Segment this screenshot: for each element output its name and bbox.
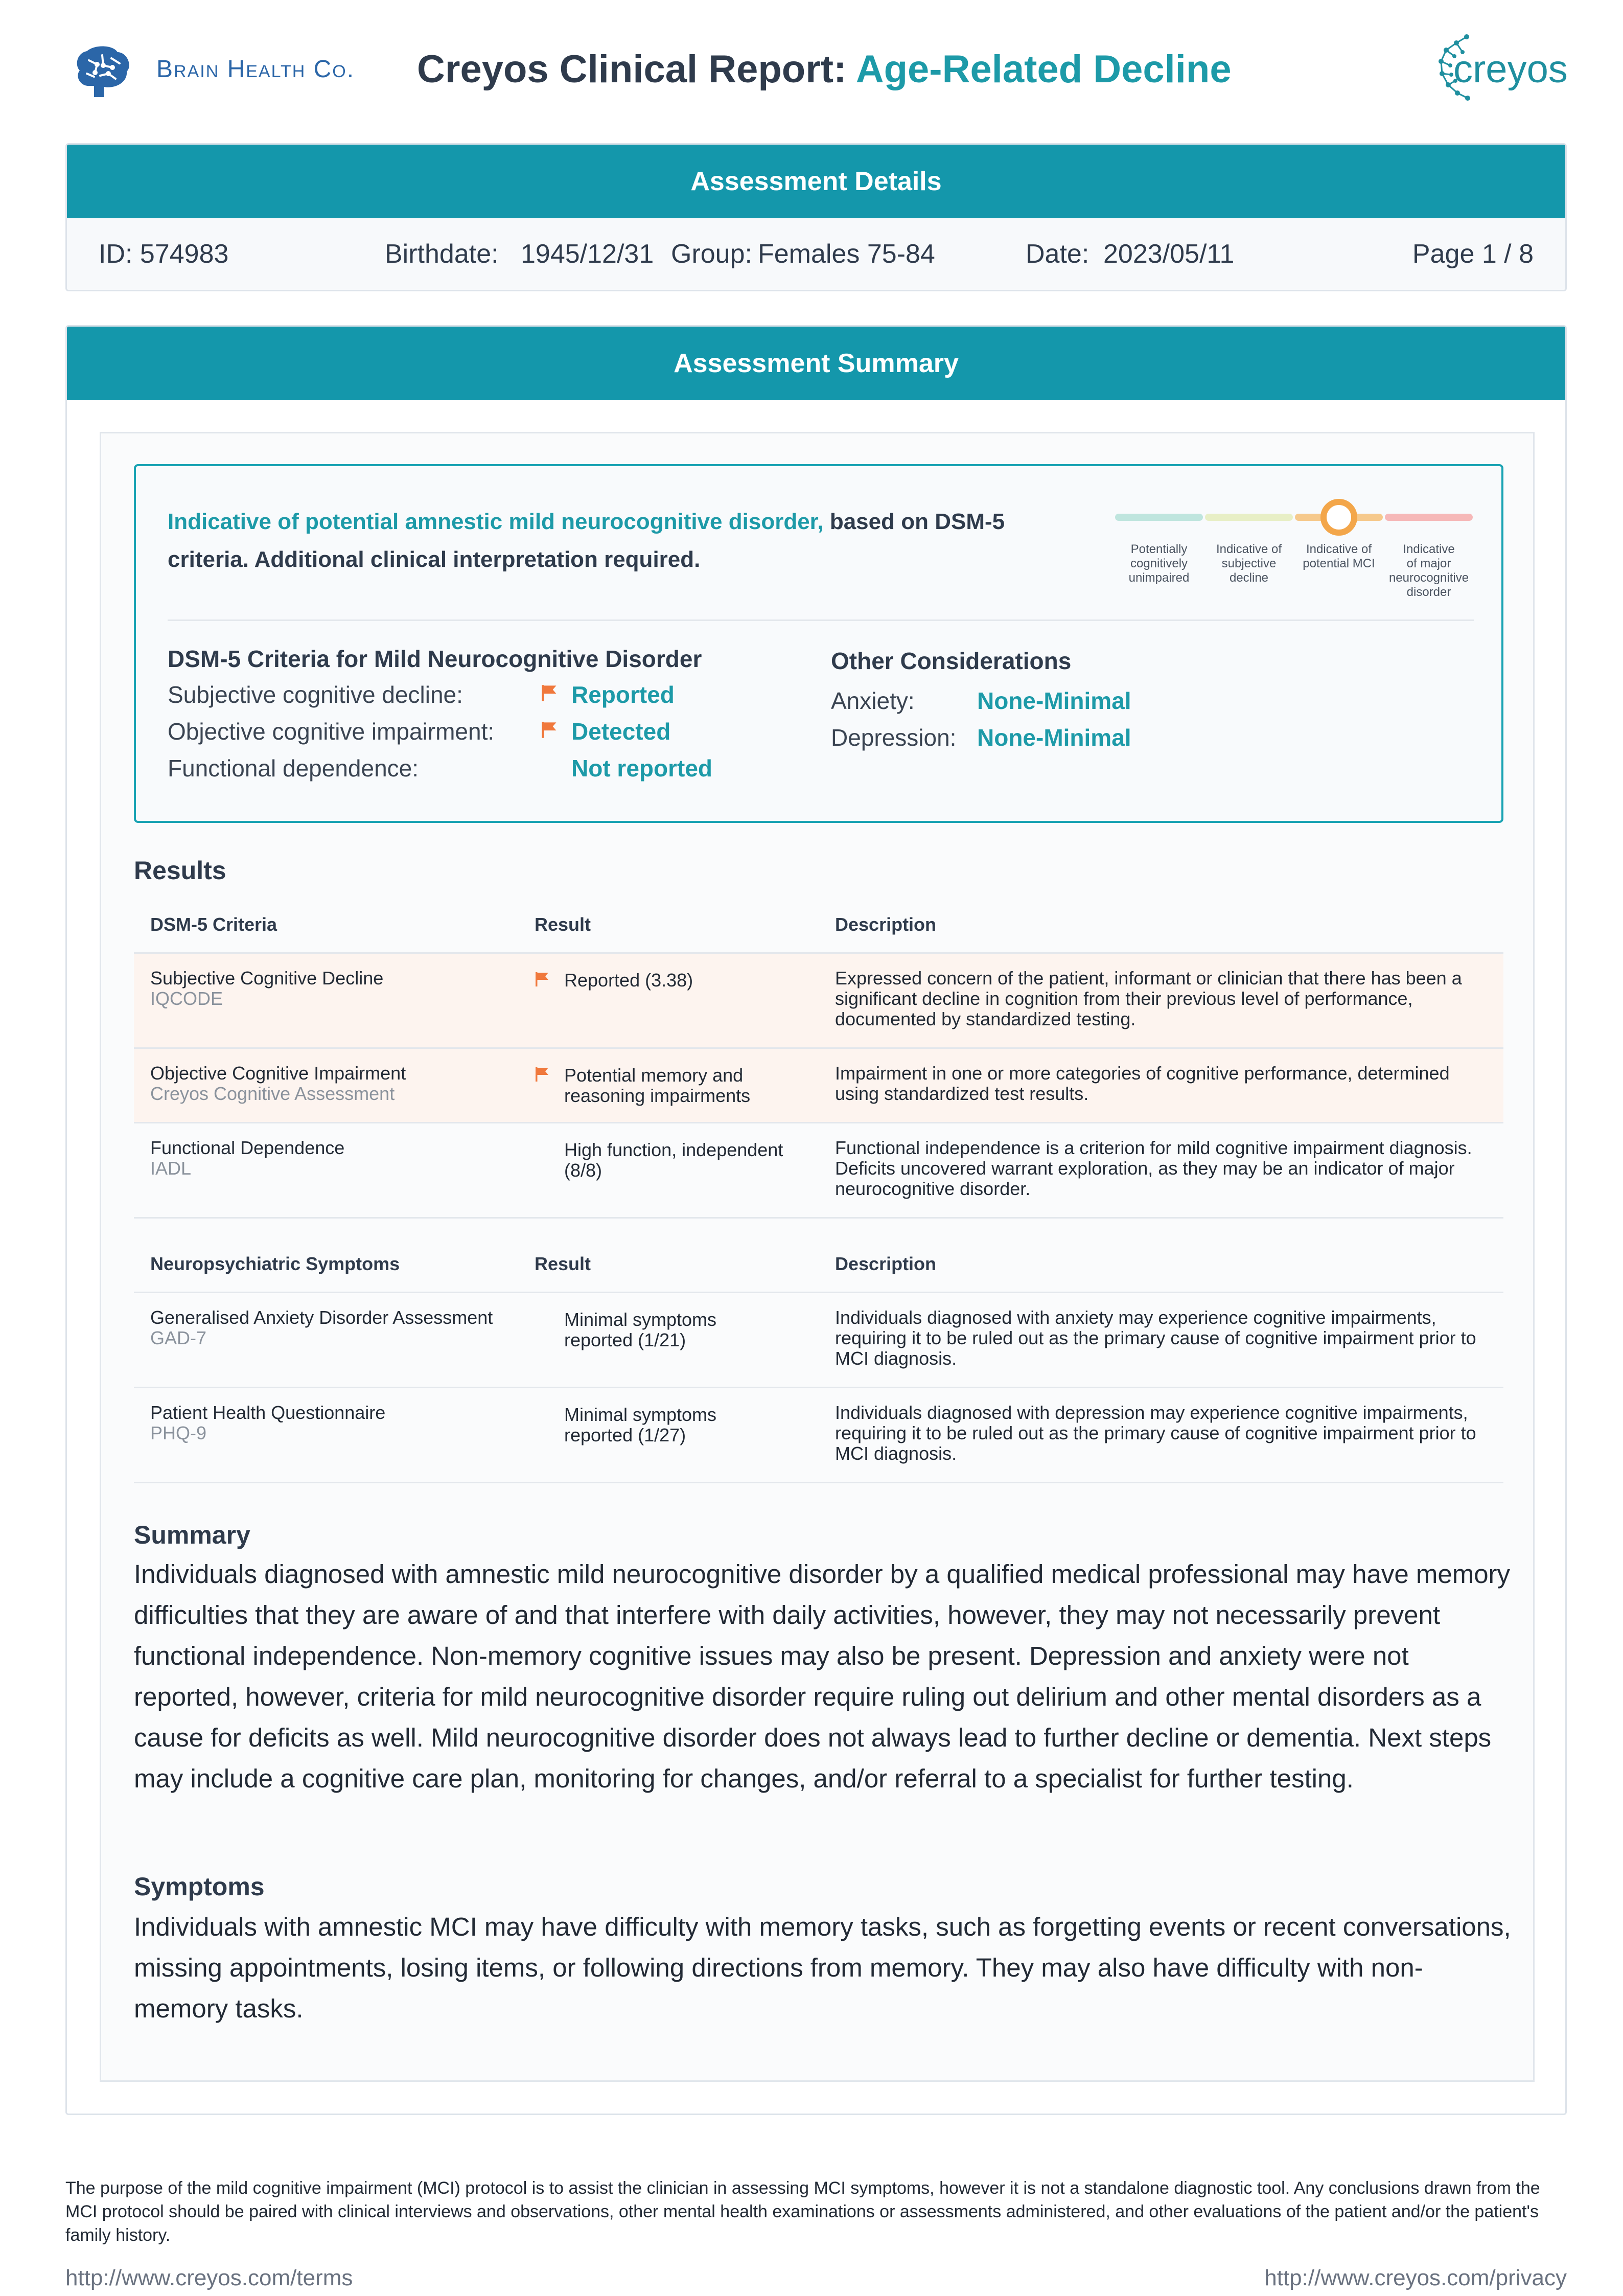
group-label: Group: xyxy=(671,239,752,269)
date-value: 2023/05/11 xyxy=(1103,239,1235,269)
row-result: Potential memory and reasoning impairments xyxy=(564,1065,751,1106)
patient-id: ID: 574983 xyxy=(99,239,229,269)
scale-segment xyxy=(1385,514,1473,521)
row-name-cell xyxy=(150,968,498,1009)
np-col-header-description: Description xyxy=(835,1253,937,1274)
scale-label: of major xyxy=(1406,557,1451,570)
creyos-logo-text: creyos xyxy=(1453,48,1568,91)
scale-marker xyxy=(1324,502,1354,533)
dsm-criteria-title: DSM-5 Criteria for Mild Neurocognitive Disorder xyxy=(168,646,702,672)
date-label: Date: xyxy=(1026,239,1089,269)
flag-icon xyxy=(535,971,550,988)
page-indicator: Page 1 / 8 xyxy=(1412,239,1534,269)
symptoms-title: Symptoms xyxy=(134,1872,265,1901)
birthdate-value: 1945/12/31 xyxy=(521,239,654,269)
criterion-label: Subjective cognitive decline: xyxy=(168,681,463,708)
summary-text: Individuals diagnosed with amnestic mild neurocognitive disorder by a qualified medical professional may have memory difficulties that they are aware of and that interfere with daily activities, however, they may not necessarily prevent functional independence. Non-memory cognitive issues may also be present. Depression and anxiety were not reported, however, criteria for mild neurocognitive disorder require ruling out delirium and other mental disorders as a cause for deficits as well. Mild neurocognitive disorder does not always lead to further decline or dementia. Next steps may include a cognitive care plan, monitoring for changes, and/or referral to a specialist for further testing. xyxy=(134,1559,1511,1793)
scale-label: cognitively xyxy=(1130,557,1188,570)
scale-label: Indicative of xyxy=(1306,542,1372,556)
row-name: Subjective Cognitive Decline xyxy=(150,968,384,989)
row-name-cell xyxy=(150,1403,498,1443)
row-name: Functional Dependence xyxy=(150,1137,345,1158)
flag-icon xyxy=(541,684,558,702)
row-description: Individuals diagnosed with depression may experience cognitive impairments, requiring it to be ruled out as the primary cause of cognitive impairment prior to MCI diagnosis. xyxy=(835,1402,1476,1464)
dsm-col-header-description: Description xyxy=(835,914,937,935)
row-description: Impairment in one or more categories of cognitive performance, determined using standardized test results. xyxy=(835,1063,1450,1104)
flag-icon xyxy=(541,721,558,739)
symptoms-text: Individuals with amnestic MCI may have difficulty with memory tasks, such as forgetting events or recent conversations, missing appointments, losing items, or following directions from memory. They may also have difficulty with non-memory tasks. xyxy=(134,1912,1511,2023)
row-name: Objective Cognitive Impairment xyxy=(150,1063,406,1084)
scale-label: neurocognitive xyxy=(1388,571,1469,585)
criterion-value: Reported xyxy=(571,681,675,708)
table-row xyxy=(134,954,1503,1049)
severity-scale xyxy=(1112,487,1480,619)
privacy-link[interactable]: http://www.creyos.com/privacy xyxy=(1264,2265,1567,2290)
assessment-summary-heading: Assessment Summary xyxy=(67,327,1565,400)
row-instrument: IADL xyxy=(150,1158,192,1179)
row-name-cell xyxy=(150,1138,498,1179)
summary-inner-panel xyxy=(100,432,1535,2082)
table-header-row xyxy=(134,1239,1503,1293)
table-header-row xyxy=(134,902,1503,954)
scale-label: unimpaired xyxy=(1128,571,1190,585)
row-instrument: IQCODE xyxy=(150,988,223,1009)
scale-label: Indicative of xyxy=(1216,542,1282,556)
row-name-cell xyxy=(150,1307,498,1348)
table-row xyxy=(134,1388,1503,1483)
scale-label: Indicative xyxy=(1403,542,1455,556)
consideration-value: None-Minimal xyxy=(977,687,1131,714)
row-result: Minimal symptoms reported (1/21) xyxy=(564,1309,717,1350)
page-title: Creyos Clinical Report: Age-Related Decline xyxy=(417,48,1232,91)
scale-label: subjective xyxy=(1221,557,1277,570)
scale-label: potential MCI xyxy=(1303,557,1375,570)
assessment-details-card xyxy=(65,143,1567,291)
summary-title: Summary xyxy=(134,1521,250,1549)
assessment-details-heading: Assessment Details xyxy=(67,145,1565,218)
terms-link[interactable]: http://www.creyos.com/terms xyxy=(65,2265,353,2290)
consideration-label: Depression: xyxy=(831,724,957,751)
table-row xyxy=(134,1123,1503,1219)
row-instrument: GAD-7 xyxy=(150,1327,207,1348)
table-row xyxy=(134,1293,1503,1388)
np-col-header-symptoms: Neuropsychiatric Symptoms xyxy=(150,1253,400,1274)
scale-segment xyxy=(1115,514,1203,521)
row-description: Individuals diagnosed with anxiety may experience cognitive impairments, requiring it to be ruled out as the primary cause of cognitive impairment prior to MCI diagnosis. xyxy=(835,1307,1476,1369)
criterion-label: Objective cognitive impairment: xyxy=(168,718,495,745)
np-col-header-result: Result xyxy=(535,1253,591,1274)
consideration-value: None-Minimal xyxy=(977,724,1131,751)
indication-box xyxy=(134,464,1503,823)
scale-label: decline xyxy=(1229,571,1269,585)
scale-segment xyxy=(1205,514,1293,521)
row-instrument: PHQ-9 xyxy=(150,1422,207,1443)
brain-logo-icon xyxy=(72,40,135,103)
table-row xyxy=(134,1049,1503,1123)
criterion-label: Functional dependence: xyxy=(168,755,419,782)
assessment-summary-card xyxy=(65,325,1567,2115)
indication-statement: Indicative of potential amnestic mild neurocognitive disorder, based on DSM-5 criteria. Additional clinical interpretation required. xyxy=(168,509,1005,572)
criterion-value: Detected xyxy=(571,718,671,745)
group-value: Females 75-84 xyxy=(758,239,935,269)
disclaimer: The purpose of the mild cognitive impairment (MCI) protocol is to assist the clinician in assessing MCI symptoms, however it is not a standalone diagnostic tool. Any conclusions drawn from the MCI protocol should be paired with clinical interviews and observations, other mental health examinations or assessments administered, and other evaluations of the patient and/or the patient's family history. xyxy=(65,2178,1540,2245)
assessment-details-row xyxy=(67,218,1565,290)
row-instrument: Creyos Cognitive Assessment xyxy=(150,1083,395,1104)
row-description: Expressed concern of the patient, informant or clinician that there has been a significant decline in cognition from their previous level of performance, documented by standardized testing. xyxy=(835,968,1462,1029)
box-divider xyxy=(168,619,1474,621)
results-title: Results xyxy=(134,856,226,885)
consideration-label: Anxiety: xyxy=(831,687,915,714)
dsm-col-header-result: Result xyxy=(535,914,591,935)
scale-label: Potentially xyxy=(1130,542,1188,556)
flag-icon xyxy=(535,1066,550,1083)
brand-name: Brain Health Co. xyxy=(156,56,355,83)
other-considerations-title: Other Considerations xyxy=(831,648,1072,674)
row-name: Generalised Anxiety Disorder Assessment xyxy=(150,1307,493,1328)
scale-label: disorder xyxy=(1406,585,1451,599)
row-name: Patient Health Questionnaire xyxy=(150,1402,386,1423)
row-result: Reported (3.38) xyxy=(564,970,693,991)
birthdate-label: Birthdate: xyxy=(385,239,499,269)
row-name-cell xyxy=(150,1063,498,1104)
dsm-col-header-criteria: DSM-5 Criteria xyxy=(150,914,277,935)
row-description: Functional independence is a criterion for mild cognitive impairment diagnosis. Deficits uncovered warrant exploration, as they may be an indicator of major neurocognitive disorder. xyxy=(835,1137,1472,1199)
row-result: High function, independent (8/8) xyxy=(564,1139,783,1181)
criterion-value: Not reported xyxy=(571,755,712,782)
row-result: Minimal symptoms reported (1/27) xyxy=(564,1404,717,1445)
